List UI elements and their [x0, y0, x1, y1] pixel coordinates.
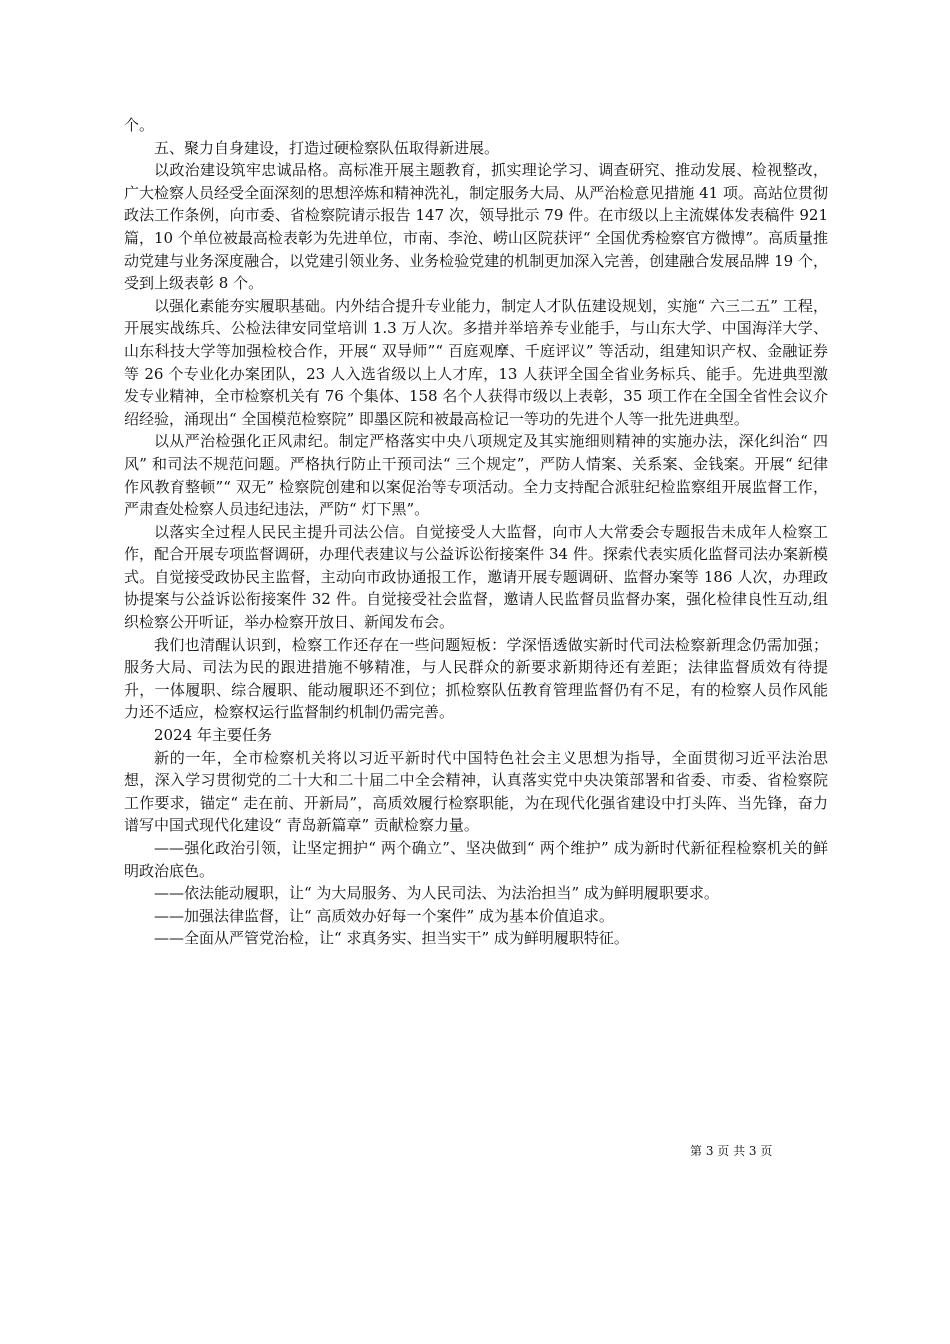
task-item-strict-governance: ——全面从严管党治检，让“ 求真务实、担当实干” 成为鲜明履职特征。: [154, 929, 629, 948]
paragraph-capability-building: 以强化素能夯实履职基础。内外结合提升专业能力，制定人才队伍建设规划，实施“ 六三二五” 工程，开展实战练兵、公检法律安同堂培训 1.3 万人次。多措并举培养专业能手，与山东大学、中国海洋大学、山东科技大学等加强检校合作，开展“ 双导师”“ 百庭观摩、千庭评议” 等活动，组建知识产权、金融证券等 26 个专业化办案团队，23 人入选省级以上人才库，13 人获评全国全省业务标兵、能手。先进典型激发专业精神，全市检察机关有 76 个集体、158 名个人获得市级以上表彰，35 项工作在全国全省性会议介绍经验，涌现出“ 全国模范检察院” 即墨区院和被最高检记一等功的先进个人等一批先进典型。: [124, 296, 828, 428]
section-heading-5: 五、聚力自身建设，打造过硬检察队伍取得新进展。: [154, 138, 500, 157]
paragraph-new-year: 新的一年，全市检察机关将以习近平新时代中国特色社会主义思想为指导，全面贯彻习近平法治思想，深入学习贯彻党的二十大和二十届二中全会精神，认真落实党中央决策部署和省委、市委、省检察院工作要求，锚定“ 走在前、开新局”，高质效履行检察职能，为在现代化强省建设中打头阵、当先锋，奋力谱写中国式现代化建设“ 青岛新篇章” 贡献检察力量。: [124, 748, 828, 835]
task-item-legal-supervision: ——加强法律监督，让“ 高质效办好每一个案件” 成为基本价值追求。: [154, 906, 614, 925]
section-heading-2024-tasks: 2024 年主要任务: [154, 726, 272, 745]
document-body: [124, 114, 828, 950]
paragraph-shortcomings: 我们也清醒认识到，检察工作还存在一些问题短板：学深悟透做实新时代司法检察新理念仍需加强；服务大局、司法为民的跟进措施不够精准，与人民群众的新要求新期待还有差距；法律监督质效有待提升，一体履职、综合履职、能动履职还不到位；抓检察队伍教育管理监督仍有不足，有的检察人员作风能力还不适应，检察权运行监督制约机制仍需完善。: [124, 635, 828, 722]
paragraph-political-building: 以政治建设筑牢忠诚品格。高标准开展主题教育，抓实理论学习、调查研究、推动发展、检视整改，广大检察人员经受全面深刻的思想淬炼和精神洗礼，制定服务大局、从严治检意见措施 41 项。高站位贯彻政法工作条例，向市委、省检察院请示报告 147 次，领导批示 79 件。在市级以上主流媒体发表稿件 921 篇，10 个单位被最高检表彰为先进单位，市南、李沧、崂山区院获评“ 全国优秀检察官方微博”。高质量推动党建与业务深度融合，以党建引领业务、业务检验党建的机制更加深入完善，创建融合发展品牌 19 个，受到上级表彰 8 个。: [124, 161, 828, 293]
task-item-political-guidance: ——强化政治引领，让坚定拥护“ 两个确立”、坚决做到“ 两个维护” 成为新时代新征程检察机关的鲜明政治底色。: [124, 839, 828, 880]
task-item-duty-performance: ——依法能动履职，让“ 为大局服务、为人民司法、为法治担当” 成为鲜明履职要求。: [154, 884, 719, 903]
page-number: 第 3 页 共 3 页: [690, 1144, 773, 1158]
paragraph-discipline: 以从严治检强化正风肃纪。制定严格落实中央八项规定及其实施细则精神的实施办法，深化纠治“ 四风” 和司法不规范问题。严格执行防止干预司法“ 三个规定”，严防人情案、关系案、金钱案。开展“ 纪律作风教育整顿”“ 双无” 检察院创建和以案促治等专项活动。全力支持配合派驻纪检监察组开展监督工作，严肃查处检察人员违纪违法，严防“ 灯下黑”。: [124, 432, 828, 519]
paragraph-public-credibility: 以落实全过程人民民主提升司法公信。自觉接受人大监督，向市人大常委会专题报告未成年人检察工作，配合开展专项监督调研，办理代表建议与公益诉讼衔接案件 34 件。探索代表实质化监督司法办案新模式。自觉接受政协民主监督，主动向市政协通报工作，邀请开展专题调研、监督办案等 186 人次，办理政协提案与公益诉讼衔接案件 32 件。自觉接受社会监督，邀请人民监督员监督办案，强化检律良性互动,组织检察公开听证，举办检察开放日、新闻发布会。: [124, 522, 828, 632]
paragraph-continuation: 个。: [124, 116, 155, 134]
